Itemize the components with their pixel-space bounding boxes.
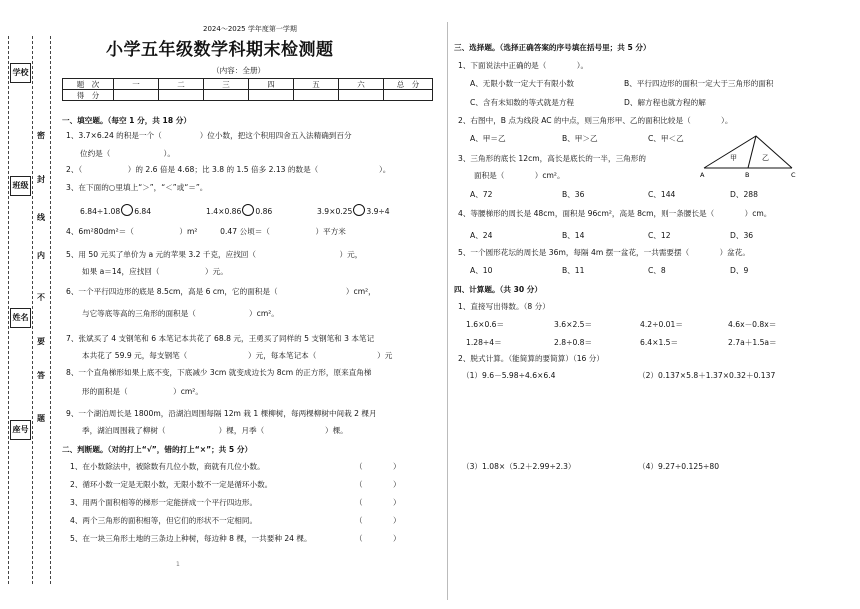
choice-3-line2: 面积是（ ）cm²。 bbox=[474, 171, 565, 180]
choice-1: 1、下面说法中正确的是（ ）。 bbox=[458, 61, 589, 70]
school-label: 学校 bbox=[12, 68, 29, 77]
score-header: 二 bbox=[159, 79, 204, 90]
question-1-line2: 位约是（ ）。 bbox=[80, 149, 175, 158]
page-number: 1 bbox=[176, 561, 180, 568]
seal-char: 答 bbox=[37, 368, 45, 383]
label-jia: 甲 bbox=[730, 154, 737, 162]
question-6-line2: 与它等底等高的三角形的面积是（ ）cm²。 bbox=[82, 309, 279, 318]
score-header: 四 bbox=[249, 79, 294, 90]
choice-5: 5、一个圆形花坛的周长是 36m，每隔 4m 摆一盆花，一共需要摆（ ）盆花。 bbox=[458, 248, 750, 257]
score-cell[interactable] bbox=[114, 90, 159, 101]
binding-margin bbox=[0, 0, 52, 609]
seal-char: 封 bbox=[37, 172, 45, 187]
section-fill-heading: 一、填空题。（每空 1 分，共 18 分） bbox=[62, 116, 191, 125]
term-line: 2024～2025 学年度第一学期 bbox=[203, 25, 297, 33]
choice-3-line1: 3、三角形的底长 12cm，高长是底长的一半，三角形的 bbox=[458, 154, 646, 163]
seal-char: 题 bbox=[37, 411, 45, 426]
median-line bbox=[748, 136, 756, 168]
direct-item: 6.4×1.5＝ bbox=[640, 338, 679, 347]
choice-4-opt-a: A、24 bbox=[470, 231, 493, 240]
compare-left: 6.84÷1.08 bbox=[80, 207, 121, 216]
class-box bbox=[10, 176, 31, 196]
scope-line: （内容：全册） bbox=[212, 66, 266, 75]
score-cell[interactable] bbox=[204, 90, 249, 101]
question-9-line2: 季，湖泊周围栽了柳树（ ）棵，月季（ ）棵。 bbox=[82, 426, 348, 435]
compare-left: 1.4×0.86 bbox=[206, 207, 242, 216]
score-cell[interactable] bbox=[249, 90, 294, 101]
score-header: 题 次 bbox=[63, 79, 114, 90]
margin-line bbox=[50, 36, 51, 584]
choice-5-opt-a: A、10 bbox=[470, 266, 493, 275]
compare-right: 0.86 bbox=[255, 207, 273, 216]
compare-circle[interactable] bbox=[121, 204, 133, 216]
question-1-line1: 1、3.7×6.24 的积是一个（ ）位小数，把这个积用四舍五入法精确到百分 bbox=[66, 131, 352, 140]
score-header: 总 分 bbox=[384, 79, 433, 90]
name-box bbox=[10, 308, 31, 328]
direct-item: 2.8÷0.8＝ bbox=[554, 338, 593, 347]
seat-box bbox=[10, 420, 31, 440]
score-table bbox=[62, 78, 433, 101]
choice-1-opt-a: A、无限小数一定大于有限小数 bbox=[470, 79, 574, 88]
choice-5-opt-d: D、9 bbox=[730, 266, 749, 275]
choice-5-opt-c: C、8 bbox=[648, 266, 666, 275]
seal-char: 要 bbox=[37, 334, 45, 349]
question-4: 4、6m²80dm²＝（ ）m² 0.47 公顷＝（ ）平方米 bbox=[66, 227, 346, 236]
score-header: 五 bbox=[294, 79, 339, 90]
choice-4-opt-d: D、36 bbox=[730, 231, 754, 240]
judge-answer[interactable]: （ ） bbox=[355, 498, 401, 507]
choice-3-opt-d: D、288 bbox=[730, 190, 758, 199]
school-box bbox=[10, 63, 31, 83]
expr-4: （4）9.27÷0.125÷80 bbox=[638, 462, 720, 471]
section-choice-heading: 三、选择题。（选择正确答案的序号填在括号里；共 5 分） bbox=[454, 43, 651, 52]
compare-circle[interactable] bbox=[242, 204, 254, 216]
compare-circle[interactable] bbox=[353, 204, 365, 216]
choice-3-opt-a: A、72 bbox=[470, 190, 493, 199]
margin-line bbox=[8, 36, 9, 584]
choice-2-opt-b: B、甲＞乙 bbox=[562, 134, 598, 143]
page-title: 小学五年级数学科期末检测题 bbox=[106, 40, 334, 60]
choice-3-opt-b: B、36 bbox=[562, 190, 585, 199]
direct-item: 3.6×2.5＝ bbox=[554, 320, 593, 329]
score-cell[interactable] bbox=[294, 90, 339, 101]
label-yi: 乙 bbox=[762, 154, 769, 162]
choice-4-opt-c: C、12 bbox=[648, 231, 671, 240]
judge-answer[interactable]: （ ） bbox=[355, 516, 401, 525]
direct-item: 2.7a＋1.5a＝ bbox=[728, 338, 777, 347]
name-label: 姓名 bbox=[12, 313, 29, 322]
compare-left: 3.9×0.25 bbox=[317, 207, 353, 216]
margin-line bbox=[32, 36, 33, 584]
choice-3-opt-c: C、144 bbox=[648, 190, 676, 199]
calc-1-heading: 1、直接写出得数。（8 分） bbox=[458, 302, 550, 311]
score-cell[interactable] bbox=[159, 90, 204, 101]
choice-2: 2、右图中，B 点为线段 AC 的中点，则三角形甲、乙的面积比较是（ ）。 bbox=[458, 116, 733, 125]
label-b: B bbox=[745, 171, 750, 179]
direct-item: 4.2÷0.01＝ bbox=[640, 320, 683, 329]
judge-item: 3、用两个面积相等的梯形一定能拼成一个平行四边形。 bbox=[70, 498, 258, 507]
question-6-line1: 6、一个平行四边形的底是 8.5cm，高是 6 cm，它的面积是（ ）cm²， bbox=[66, 287, 376, 296]
judge-item: 2、循环小数一定是无限小数，无限小数不一定是循环小数。 bbox=[70, 480, 273, 489]
question-5-line2: 如果 a＝14，应找回（ ）元。 bbox=[82, 267, 228, 276]
question-8-line2: 形的面积是（ ）cm²。 bbox=[82, 387, 203, 396]
question-7-line1: 7、张斌买了 4 支钢笔和 6 本笔记本共花了 68.8 元，王勇买了同样的 5 支钢笔和 3 本笔记 bbox=[66, 334, 375, 343]
choice-2-opt-a: A、甲＝乙 bbox=[470, 134, 506, 143]
expr-3: （3）1.08×（5.2＋2.99÷2.3） bbox=[462, 462, 576, 471]
choice-1-opt-b: B、平行四边形的面积一定大于三角形的面积 bbox=[624, 79, 774, 88]
compare-item-1 bbox=[80, 204, 151, 217]
calc-2-heading: 2、脱式计算。（能简算的要简算）（16 分） bbox=[458, 354, 604, 363]
compare-item-3 bbox=[317, 204, 390, 217]
direct-item: 1.6×0.6＝ bbox=[466, 320, 505, 329]
score-row-label: 得 分 bbox=[63, 90, 114, 101]
choice-1-opt-d: D、解方程也就方程的解 bbox=[624, 98, 706, 107]
compare-right: 6.84 bbox=[134, 207, 152, 216]
seal-char: 线 bbox=[37, 210, 45, 225]
question-7-line2: 本共花了 59.9 元，每支钢笔（ ）元，每本笔记本（ ）元 bbox=[82, 351, 393, 360]
question-8-line1: 8、一个直角梯形如果上底不变，下底减少 3cm 就变成边长为 8cm 的正方形，原来直角梯 bbox=[66, 368, 372, 377]
score-header: 一 bbox=[114, 79, 159, 90]
score-header: 三 bbox=[204, 79, 249, 90]
triangle-sides bbox=[704, 136, 792, 168]
score-cell[interactable] bbox=[384, 90, 433, 101]
triangle-figure bbox=[696, 130, 802, 180]
judge-item: 5、在一块三角形土地的三条边上种树，每边种 8 棵，一共要种 24 棵。 bbox=[70, 534, 312, 543]
judge-answer[interactable]: （ ） bbox=[355, 480, 401, 489]
score-cell[interactable] bbox=[339, 90, 384, 101]
judge-answer[interactable]: （ ） bbox=[355, 462, 401, 471]
judge-answer[interactable]: （ ） bbox=[355, 534, 401, 543]
question-3: 3、在下面的○里填上“＞”，“＜”或“＝”。 bbox=[66, 183, 208, 192]
question-5-line1: 5、用 50 元买了单价为 a 元的苹果 3.2 千克，应找回（ ）元， bbox=[66, 250, 363, 259]
column-divider bbox=[447, 22, 448, 600]
choice-4-opt-b: B、14 bbox=[562, 231, 585, 240]
choice-2-opt-c: C、甲＜乙 bbox=[648, 134, 684, 143]
score-header: 六 bbox=[339, 79, 384, 90]
seal-char: 不 bbox=[37, 290, 45, 305]
label-a: A bbox=[700, 171, 705, 179]
seat-label: 座号 bbox=[12, 425, 29, 434]
choice-5-opt-b: B、11 bbox=[562, 266, 585, 275]
question-2: 2、（ ）的 2.6 倍是 4.68；比 3.8 的 1.5 倍多 2.13 的数是（ ）。 bbox=[66, 165, 391, 174]
compare-right: 3.9÷4 bbox=[366, 207, 390, 216]
compare-item-2 bbox=[206, 204, 272, 217]
seal-char: 内 bbox=[37, 248, 45, 263]
expr-1: （1）9.6－5.98÷4.6×6.4 bbox=[462, 371, 556, 380]
judge-item: 4、两个三角形的面积相等，但它们的形状不一定相同。 bbox=[70, 516, 258, 525]
seal-char: 密 bbox=[37, 128, 45, 143]
expr-2: （2）0.137×5.8＋1.37×0.32＋0.137 bbox=[638, 371, 776, 380]
section-judge-heading: 二、判断题。（对的打上“√”，错的打上“×”；共 5 分） bbox=[62, 445, 253, 454]
class-label: 班级 bbox=[12, 181, 29, 190]
section-calc-heading: 四、计算题。（共 30 分） bbox=[454, 285, 542, 294]
label-c: C bbox=[791, 171, 796, 179]
choice-4: 4、等腰梯形的周长是 48cm，面积是 96cm²，高是 8cm，则一条腰长是（ ）cm。 bbox=[458, 209, 772, 218]
judge-item: 1、在小数除法中，被除数有几位小数，商就有几位小数。 bbox=[70, 462, 265, 471]
direct-item: 4.6x－0.8x＝ bbox=[728, 320, 777, 329]
direct-item: 1.28÷4＝ bbox=[466, 338, 502, 347]
choice-1-opt-c: C、含有未知数的等式就是方程 bbox=[470, 98, 575, 107]
question-9-line1: 9、一个湖泊周长是 1800m，沿湖泊周围每隔 12m 栽 1 棵柳树，每两棵柳树中间栽 2 棵月 bbox=[66, 409, 377, 418]
